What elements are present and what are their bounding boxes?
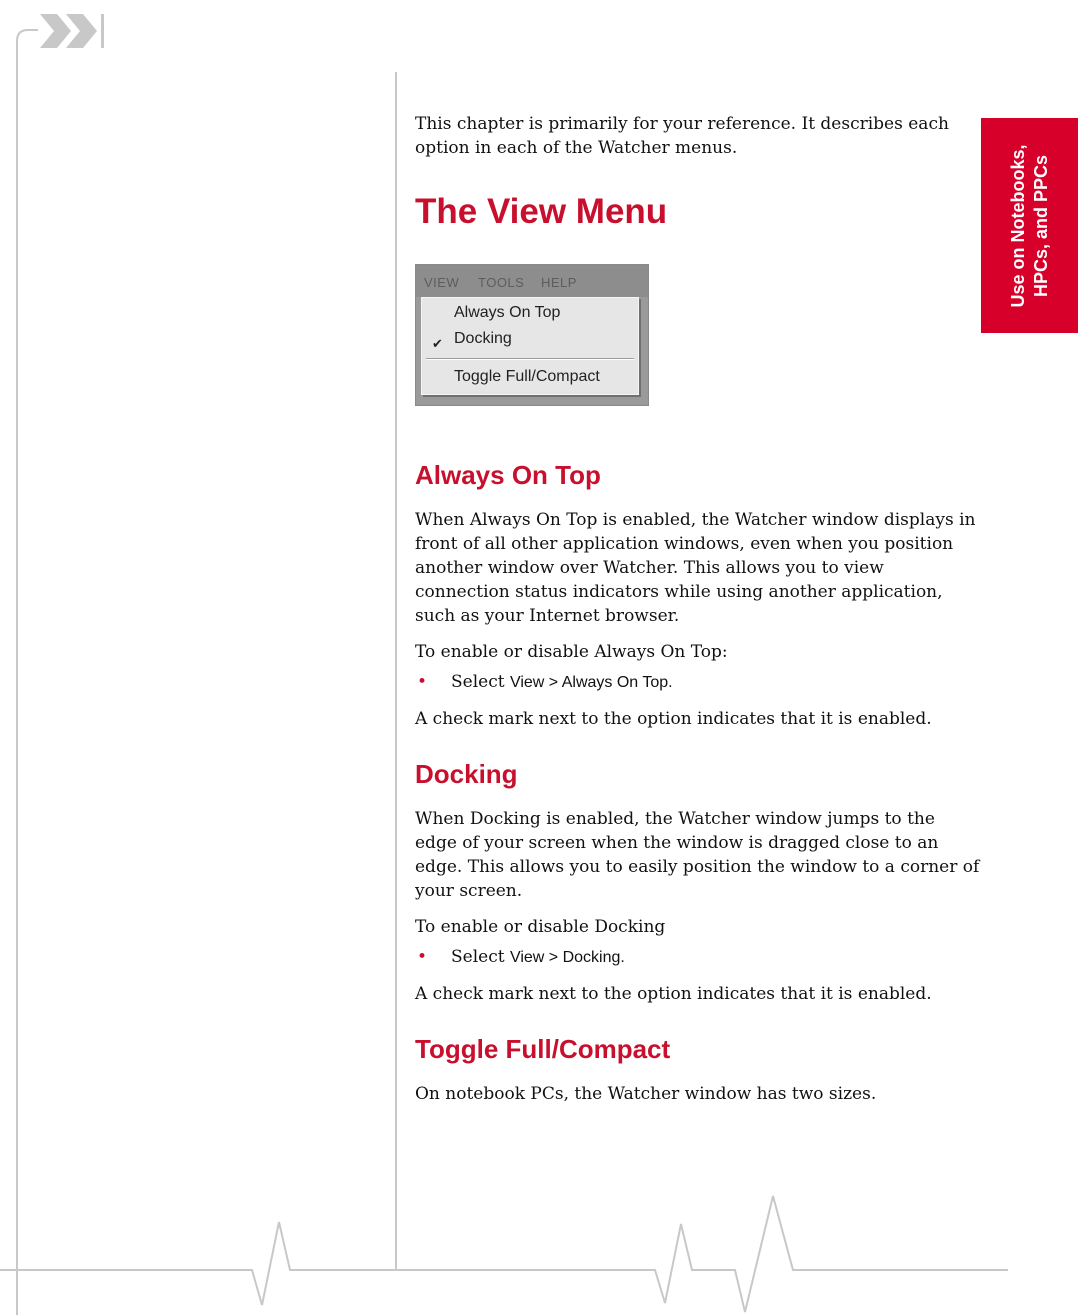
section-heading: Docking <box>415 759 518 789</box>
intro-paragraph: This chapter is primarily for your reference. It describes each option in each of the Watcher menus. <box>415 114 949 158</box>
section-always-on-top <box>415 458 980 731</box>
section-heading: Toggle Full/Compact <box>415 1034 671 1064</box>
section-note: A check mark next to the option indicates that it is enabled. <box>415 709 932 729</box>
chapter-tab-label <box>1007 144 1053 307</box>
instruction-bullet <box>415 670 980 695</box>
section-toggle <box>415 1032 980 1106</box>
section-instruction: To enable or disable Always On Top: <box>415 642 728 662</box>
chevron-logo-icon <box>40 14 104 48</box>
section-instruction: To enable or disable Docking <box>415 917 666 937</box>
heartbeat-line <box>0 1196 1008 1312</box>
menu-view-label: VIEW <box>424 275 460 290</box>
checkmark-icon: ✔ <box>432 336 443 351</box>
instruction-bullet <box>415 945 980 970</box>
page-title: The View Menu <box>415 192 668 231</box>
menu-bar <box>416 265 648 297</box>
menu-path: View > Always On Top. <box>509 674 673 691</box>
section-body: When Docking is enabled, the Watcher window jumps to the edge of your screen when the window is dragged close to an edge. This allows you to easily position the window to a corner of your screen. <box>415 809 980 901</box>
chapter-tab-line2: HPCs, and PPCs <box>1030 154 1051 297</box>
chapter-tab-line1: Use on Notebooks, <box>1007 143 1028 308</box>
menu-path: View > Docking. <box>509 949 625 966</box>
menu-item-toggle: Toggle Full/Compact <box>454 368 600 385</box>
menu-help-label: HELP <box>541 275 577 290</box>
section-body: When Always On Top is enabled, the Watcher window displays in front of all other application windows, even when you position another window over Watcher. This allows you to view connection status indicators while using another application, such as your Internet browser. <box>415 510 976 626</box>
bullet-text: Select <box>451 672 510 692</box>
main-content <box>415 112 980 1132</box>
view-menu-screenshot <box>415 264 649 406</box>
bullet-icon: • <box>417 947 428 967</box>
view-dropdown <box>421 297 639 395</box>
section-body: On notebook PCs, the Watcher window has two sizes. <box>415 1084 877 1104</box>
section-note: A check mark next to the option indicates that it is enabled. <box>415 984 932 1004</box>
chapter-tab <box>981 118 1078 333</box>
menu-separator <box>426 358 634 360</box>
bullet-icon: • <box>417 672 428 692</box>
menu-tools-label: TOOLS <box>478 275 525 290</box>
menu-item-docking: Docking <box>454 330 512 347</box>
section-docking <box>415 757 980 1006</box>
menu-item-always-on-top: Always On Top <box>454 304 561 321</box>
section-heading: Always On Top <box>415 460 601 490</box>
bullet-text: Select <box>451 947 510 967</box>
column-divider <box>395 72 397 1270</box>
corner-bracket <box>17 30 38 1315</box>
